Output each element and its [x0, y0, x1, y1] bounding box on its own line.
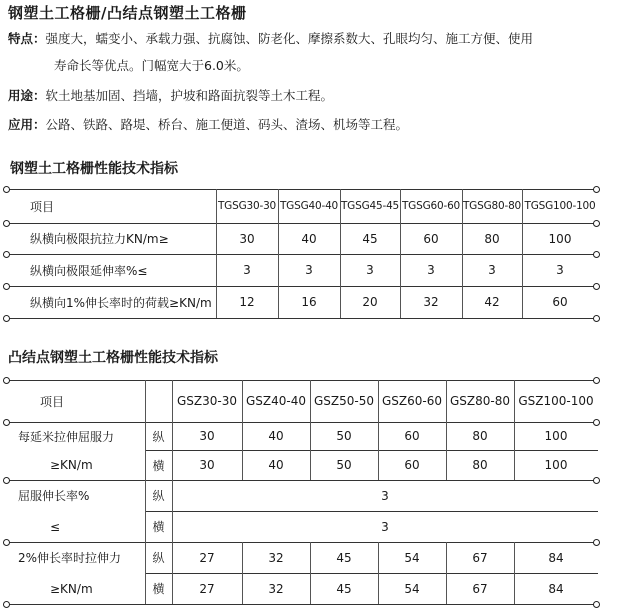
table1-value-cell: 3: [305, 263, 313, 277]
table2-group-label-unit: ≥KN/m: [50, 458, 93, 472]
usage-label: 用途：: [8, 88, 46, 103]
table2-value-cell: 32: [268, 550, 284, 565]
table2-value-cell: 50: [336, 429, 352, 443]
table2-column-header: GSZ100-100: [518, 394, 594, 408]
table1-value-cell: 40: [301, 231, 317, 246]
table2-column-header: GSZ60-60: [381, 394, 442, 408]
table1-value-cell: 32: [423, 295, 439, 309]
features-line-1: 强度大，蠕变小、承载力强、抗腐蚀、防老化、摩擦系数大、孔眼均匀、施工方便、使用: [45, 31, 534, 46]
table2-header-label: 项目: [40, 394, 65, 409]
features-label: 特点：: [8, 31, 46, 46]
rule-end-circle-icon: [3, 251, 10, 258]
table1-row-label: 纵横向极限抗拉力KN/m≥: [30, 232, 169, 246]
rule-end-circle-icon: [3, 601, 10, 608]
table2-direction-label: 横: [152, 582, 165, 596]
table1-row-label: 纵横向极限延伸率%≤: [30, 263, 148, 278]
table2-value-cell: 100: [544, 458, 568, 472]
table1-column-header: TGSG100-100: [524, 200, 596, 212]
features-paragraph: [8, 25, 533, 52]
table1-value-cell: 3: [488, 263, 496, 277]
table1-value-cell: 30: [239, 231, 255, 246]
rule-end-circle-icon: [3, 419, 10, 426]
table2-value-cell: 30: [199, 458, 215, 472]
table2-group-label-unit: ≤: [50, 519, 61, 534]
features-line-2: 寿命长等优点。门幅宽大于6.0米。: [54, 58, 249, 73]
table1-column-header: TGSG80-80: [462, 200, 522, 212]
table2-value-cell: 27: [199, 550, 215, 565]
table2-column-header: GSZ80-80: [449, 394, 510, 408]
table2-title: 凸结点钢塑土工格栅性能技术指标: [8, 350, 218, 366]
table1-column-header: TGSG40-40: [279, 200, 339, 212]
rule-end-circle-icon: [3, 186, 10, 193]
table1-value-cell: 12: [239, 295, 255, 309]
table2-column-header: GSZ30-30: [176, 394, 237, 408]
table2-value-cell: 60: [404, 429, 420, 443]
table1-value-cell: 100: [548, 231, 572, 246]
table2-value-cell: 80: [472, 429, 488, 443]
table1-column-header: TGSG45-45: [340, 200, 400, 212]
table2-direction-label: 纵: [152, 489, 165, 503]
table1-value-cell: 16: [301, 295, 317, 309]
application-label: 应用：: [8, 117, 46, 132]
table2-value-cell: 80: [472, 458, 488, 472]
table1-value-cell: 3: [427, 263, 435, 277]
table1-column-header: TGSG30-30: [217, 200, 277, 212]
table2-value-cell: 67: [472, 550, 488, 565]
page-title: 钢塑土工格栅/凸结点钢塑土工格栅: [8, 4, 247, 22]
table2-direction-label: 横: [152, 520, 165, 534]
table2-value-cell: 100: [544, 429, 568, 443]
table1-value-cell: 42: [484, 295, 500, 309]
table1-value-cell: 3: [243, 263, 251, 277]
table2-group-label-unit: ≥KN/m: [50, 581, 93, 596]
table2-column-header: GSZ40-40: [245, 394, 306, 408]
table2-merged-value-cell: 3: [381, 519, 389, 534]
table1-header-label: 项目: [30, 199, 55, 214]
table2-value-cell: 60: [404, 458, 420, 472]
table1-row-label: 纵横向1%伸长率时的荷载≥KN/m: [30, 295, 212, 310]
table2-value-cell: 40: [268, 429, 284, 443]
table2-value-cell: 45: [336, 581, 352, 596]
rule-end-circle-icon: [3, 539, 10, 546]
table2-value-cell: 30: [199, 429, 215, 443]
table2-merged-value-cell: 3: [381, 488, 389, 503]
table1-value-cell: 80: [484, 231, 500, 246]
table1-value-cell: 45: [362, 231, 378, 246]
rule-end-circle-icon: [3, 220, 10, 227]
rule-end-circle-icon: [3, 377, 10, 384]
table2-value-cell: 27: [199, 581, 215, 596]
table2-column-header: GSZ50-50: [313, 394, 374, 408]
table2-group-label: 屈服伸长率%: [18, 489, 90, 503]
application-paragraph: [8, 111, 408, 138]
table2-value-cell: 54: [404, 550, 420, 565]
table2-value-cell: 40: [268, 458, 284, 472]
table2-value-cell: 32: [268, 581, 284, 596]
application-text: 公路、铁路、路堤、桥台、施工便道、码头、渣场、机场等工程。: [45, 117, 409, 132]
table1-row-rule: [8, 318, 598, 319]
table2-direction-label: 纵: [152, 551, 165, 565]
usage-paragraph: [8, 82, 333, 109]
table2-value-cell: 50: [336, 458, 352, 472]
rule-end-circle-icon: [3, 283, 10, 290]
table2-group-label: 2%伸长率时拉伸力: [18, 551, 122, 565]
table1-value-cell: 3: [366, 263, 374, 277]
table2-value-cell: 67: [472, 581, 488, 596]
table2-value-cell: 84: [548, 581, 564, 596]
table2-value-cell: 45: [336, 550, 352, 565]
table1-title: 钢塑土工格栅性能技术指标: [10, 161, 178, 177]
table1-column-header: TGSG60-60: [401, 200, 461, 212]
usage-text: 软土地基加固、挡墙，护坡和路面抗裂等土木工程。: [45, 88, 334, 103]
table2-value-cell: 84: [548, 550, 564, 565]
table2-group-label: 每延米拉伸屈服力: [18, 429, 115, 444]
table1-value-cell: 60: [423, 231, 439, 246]
table2-direction-label: 纵: [152, 429, 165, 444]
table2-direction-label: 横: [152, 458, 165, 473]
table1-value-cell: 3: [556, 263, 564, 277]
table1-value-cell: 20: [362, 295, 378, 309]
table2-row-rule: [8, 604, 598, 605]
rule-end-circle-icon: [3, 477, 10, 484]
table2-value-cell: 54: [404, 581, 420, 596]
table1-value-cell: 60: [552, 295, 568, 309]
rule-end-circle-icon: [3, 315, 10, 322]
